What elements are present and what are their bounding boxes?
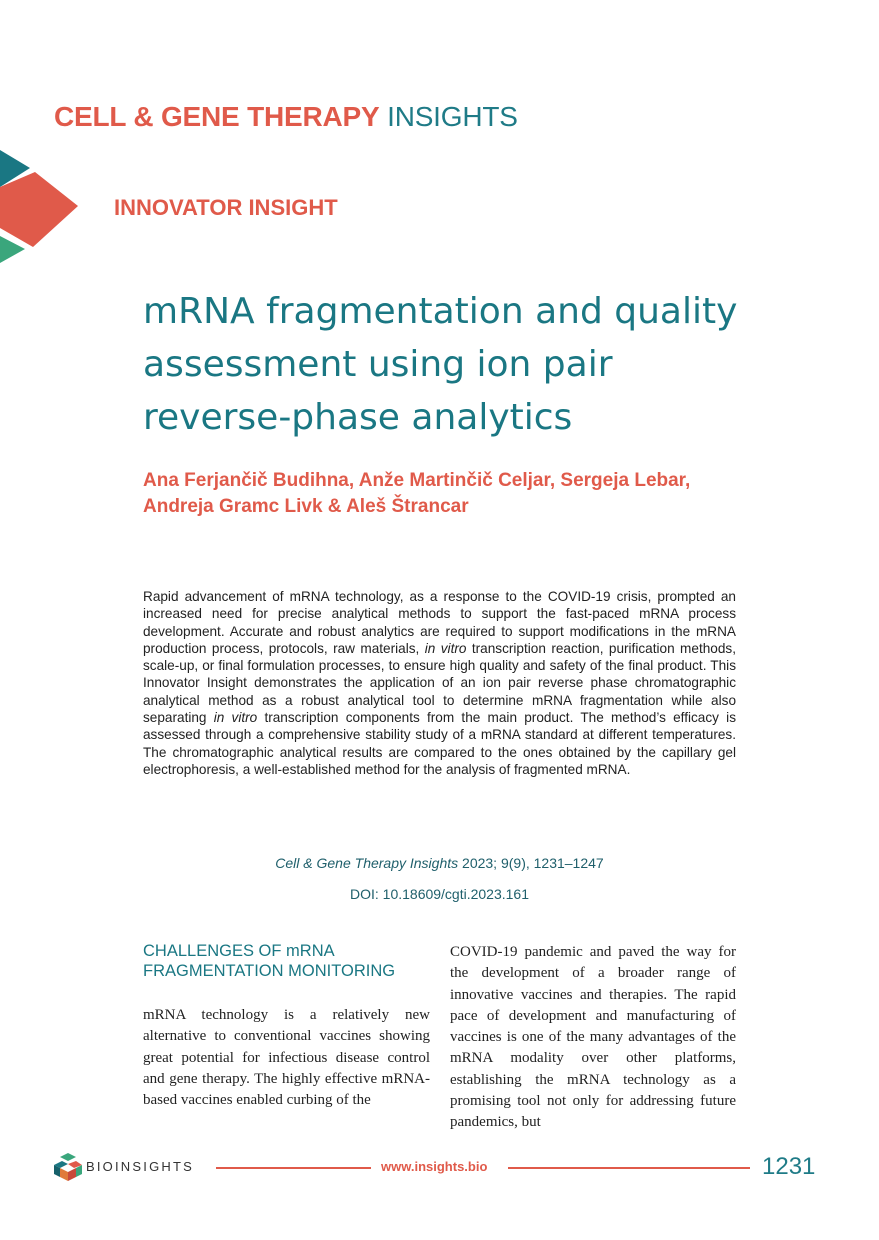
body-column-right: COVID-19 pandemic and paved the way for the development of a broader range of innovative vaccines and therapies. The rapid pace of development and manufacturing of vaccines is one of the many advantages of the mRNA modality over other platforms, establishing the mRNA technology as a promising tool not only for addressing future pandemics, but	[450, 944, 736, 1131]
abstract-part-2: transcription reaction, purification methods, scale-up, or final formulation processes, to ensure high quality and safety of the final product. This Innovator Insight demonstrates the application of an ion pair reverse phase chromatographic analytical method as a robust analytical tool to determine mRNA fragmentation while also separating	[143, 640, 736, 726]
bioinsights-logo-icon	[54, 1153, 82, 1183]
abstract-part-1: Rapid advancement of mRNA technology, as a response to the COVID-19 crisis, prompted an increased need for precise analytical methods to support the fast-paced mRNA process development. Accurate and robust analytics are required to support modifications in the mRNA production process, protocols, raw materials,	[143, 589, 736, 656]
citation	[143, 855, 736, 871]
authors-line-1: Ana Ferjančič Budihna, Anže Martinčič Celjar, Sergeja Lebar,	[143, 470, 691, 491]
footer-divider-right	[508, 1167, 750, 1169]
footer-url-link[interactable]: www.insights.bio	[381, 1159, 488, 1174]
footer-brand: BIOINSIGHTS	[86, 1159, 194, 1174]
abstract-italic-1: in vitro	[424, 640, 467, 656]
citation-details: 2023; 9(9), 1231–1247	[458, 855, 604, 871]
page-number: 1231	[762, 1153, 816, 1180]
journal-masthead	[54, 100, 518, 134]
authors-line-2: Andreja Gramc Livk & Aleš Štrancar	[143, 496, 469, 517]
abstract-part-3: transcription components from the main product. The method’s efficacy is assessed through a comprehensive stability study of a mRNA standard at different temperatures. The chromatographic analytical results are compared to the ones obtained by the capillary gel electrophoresis, a well-established method for the analysis of fragmented mRNA.	[143, 710, 737, 777]
decorative-triangles-icon	[0, 150, 80, 270]
journal-name-light: INSIGHTS	[387, 101, 518, 132]
footer-divider-left	[216, 1167, 371, 1169]
abstract	[143, 588, 736, 778]
author-list	[143, 468, 763, 520]
doi-link[interactable]: DOI: 10.18609/cgti.2023.161	[349, 886, 530, 902]
article-title: mRNA fragmentation and quality assessment using ion pair reverse-phase analytics	[143, 291, 738, 438]
section-heading-line-2: FRAGMENTATION MONITORING	[143, 961, 396, 980]
citation-journal: Cell & Gene Therapy Insights	[275, 855, 459, 871]
body-column-left: mRNA technology is a relatively new alternative to conventional vaccines showing great potential for infectious disease control and gene therapy. The highly effective mRNA-based vaccines enabled curbing of the	[143, 1007, 430, 1109]
section-heading-line-1: CHALLENGES OF mRNA	[143, 942, 335, 960]
section-label: INNOVATOR INSIGHT	[114, 195, 338, 220]
abstract-italic-2: in vitro	[213, 710, 258, 726]
journal-name-strong: CELL & GENE THERAPY	[54, 101, 380, 132]
section-heading	[143, 942, 433, 981]
